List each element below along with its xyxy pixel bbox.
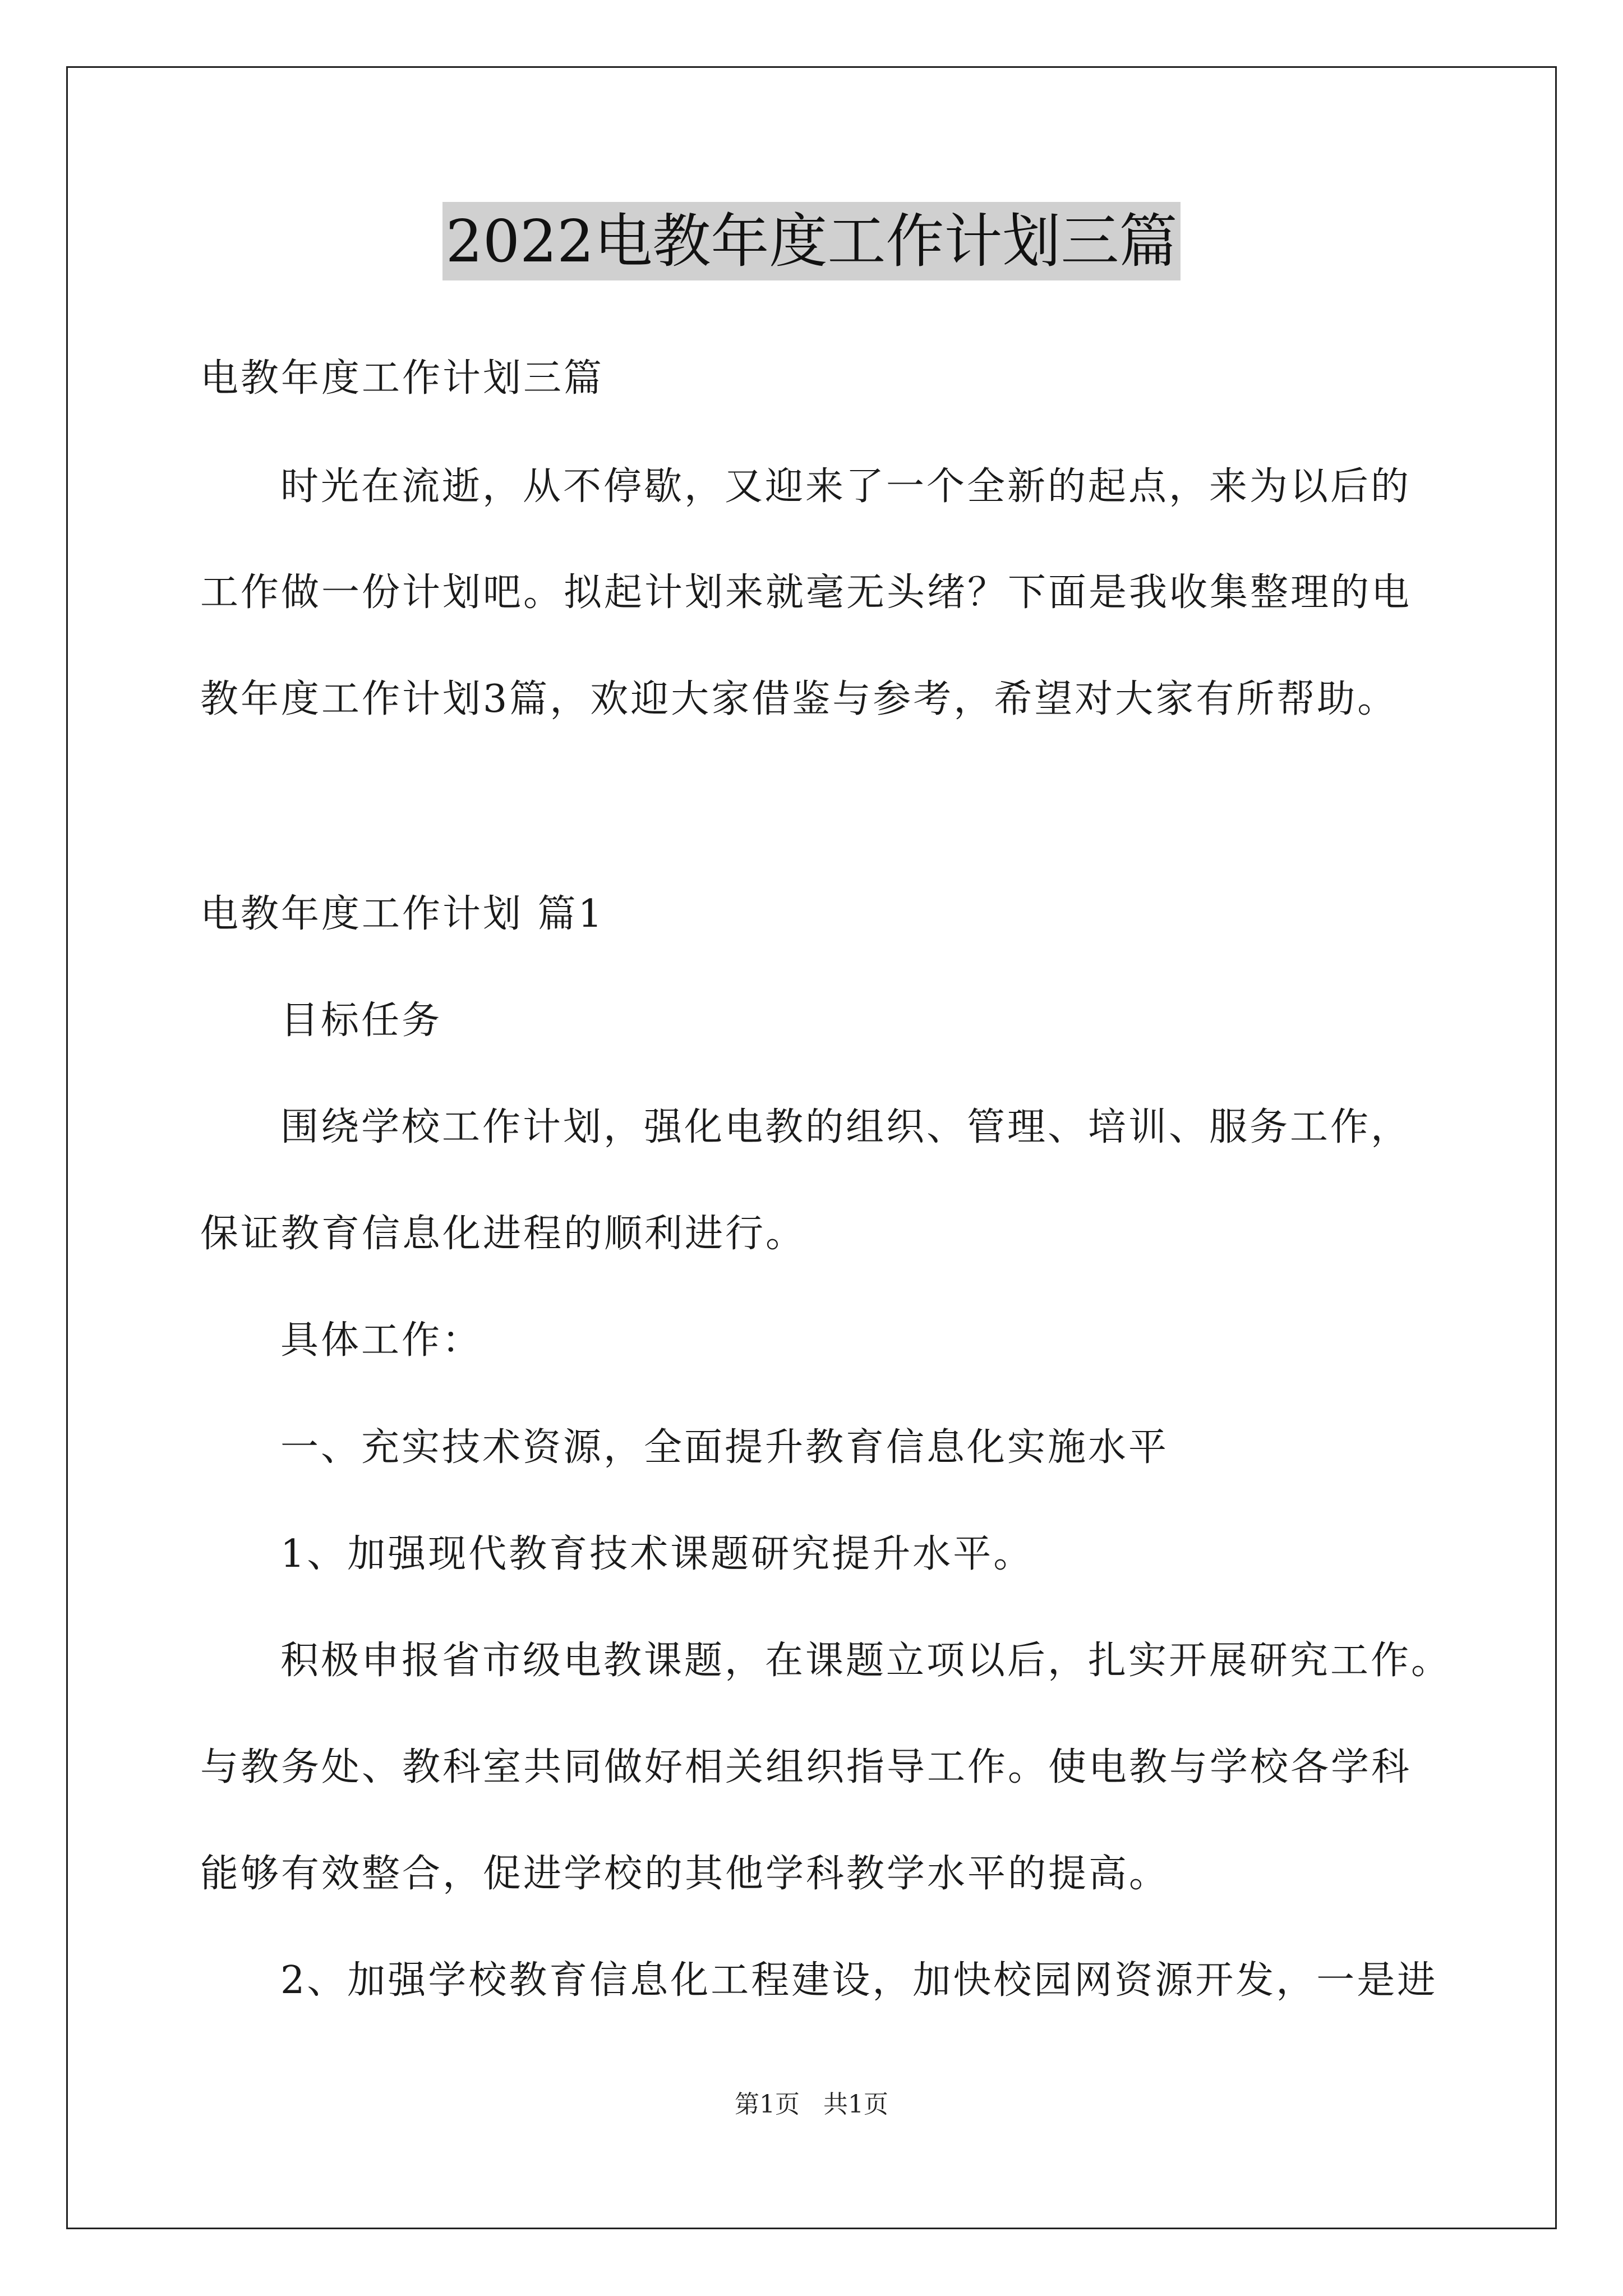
paragraph-line: 保证教育信息化进程的顺利进行。 [200, 1212, 806, 1256]
paragraph-line: 积极申报省市级电教课题，在课题立项以后，扎实开展研究工作。 [280, 1639, 1452, 1683]
paragraph-line: 目标任务 [280, 999, 442, 1043]
paragraph-line: 1、加强现代教育技术课题研究提升水平。 [280, 1532, 1034, 1576]
paragraph-line: 与教务处、教科室共同做好相关组织指导工作。使电教与学校各学科 [200, 1745, 1412, 1789]
document-title: 2022电教年度工作计划三篇 [442, 202, 1181, 280]
page-number: 第1页 [735, 2090, 800, 2119]
paragraph-line: 能够有效整合，促进学校的其他学科教学水平的提高。 [200, 1852, 1170, 1896]
paragraph-line: 2、加强学校教育信息化工程建设，加快校园网资源开发，一是进 [280, 1958, 1438, 2003]
paragraph-line: 教年度工作计划3篇，欢迎大家借鉴与参考，希望对大家有所帮助。 [200, 677, 1398, 721]
title-container [0, 202, 1623, 280]
page-total: 共1页 [823, 2090, 888, 2119]
page-footer [0, 2088, 1623, 2122]
subtitle-line: 电教年度工作计划三篇 [200, 356, 605, 401]
section-heading: 电教年度工作计划 篇1 [200, 892, 605, 936]
paragraph-line: 一、充实技术资源，全面提升教育信息化实施水平 [280, 1425, 1169, 1470]
paragraph-line: 围绕学校工作计划，强化电教的组织、管理、培训、服务工作， [280, 1105, 1412, 1149]
paragraph-line: 工作做一份计划吧。拟起计划来就毫无头绪？下面是我收集整理的电 [200, 570, 1412, 615]
paragraph-line: 具体工作： [280, 1318, 483, 1363]
paragraph-line: 时光在流逝，从不停歇，又迎来了一个全新的起点，来为以后的 [280, 464, 1412, 509]
